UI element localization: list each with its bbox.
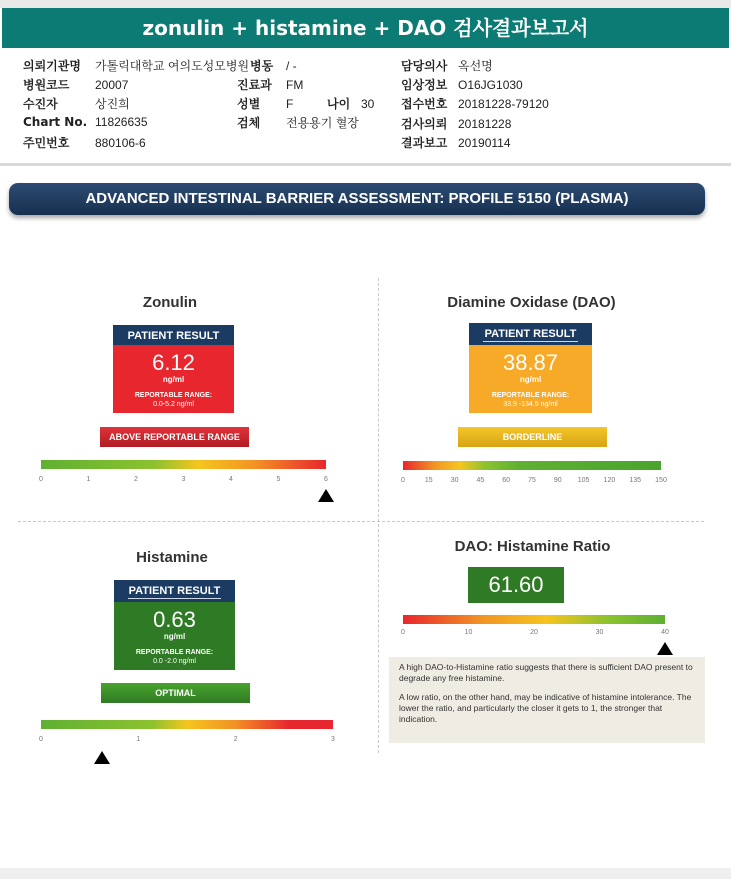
dao-tick-label: 150 xyxy=(655,477,667,484)
info-value: 20007 xyxy=(95,78,129,92)
zonulin-status-badge: ABOVE REPORTABLE RANGE xyxy=(100,427,249,447)
ratio-title: DAO: Histamine Ratio xyxy=(454,538,611,555)
info-value: 옥선명 xyxy=(458,59,493,73)
info-label: 성별 xyxy=(237,97,261,111)
info-label: 병동 xyxy=(250,59,274,73)
ratio-tick-label: 10 xyxy=(464,629,473,636)
zonulin-scale-bar xyxy=(41,460,326,469)
info-label: 병원코드 xyxy=(23,78,70,92)
zonulin-value: 6.12 xyxy=(152,350,195,375)
zonulin-tick-label: 2 xyxy=(134,476,138,483)
zonulin-tick-label: 1 xyxy=(86,476,91,483)
info-value: F xyxy=(286,97,294,111)
histamine-result-box xyxy=(114,602,235,670)
histamine-status-badge: OPTIMAL xyxy=(101,683,250,703)
histamine-scale-bar xyxy=(41,720,333,729)
info-value: / - xyxy=(286,59,297,73)
zonulin-result-box xyxy=(113,345,234,413)
ratio-scale-bar xyxy=(403,615,665,624)
histamine-tick-label: 1 xyxy=(136,736,141,743)
info-label: 검사의뢰 xyxy=(401,117,448,131)
ratio-explanation-note xyxy=(389,657,705,743)
info-label: 검체 xyxy=(237,116,261,130)
info-label: 접수번호 xyxy=(401,97,448,111)
report-title: zonulin + histamine + DAO 검사결과보고서 xyxy=(2,8,729,48)
dao-unit: ng/ml xyxy=(519,375,542,384)
info-clinical xyxy=(401,76,523,93)
zonulin-tick-label: 3 xyxy=(181,476,186,483)
histamine-marker xyxy=(94,751,110,764)
zonulin-range-value: 0.0-5.2 ng/ml xyxy=(153,401,194,408)
info-label: 결과보고 xyxy=(401,136,448,150)
info-value: 전용용기 혈장 xyxy=(286,116,359,130)
zonulin-tick-label: 4 xyxy=(229,476,233,483)
info-value: 880106-6 xyxy=(95,136,146,150)
info-value: 상진희 xyxy=(95,97,130,111)
ratio-tick-label: 30 xyxy=(595,629,604,636)
info-value: 20181228 xyxy=(458,117,512,131)
info-receipt-no xyxy=(401,95,549,112)
zonulin-range-label: REPORTABLE RANGE: xyxy=(134,392,213,399)
dao-tick-label: 0 xyxy=(401,477,405,484)
zonulin-marker xyxy=(318,489,334,502)
info-label: Chart No. xyxy=(23,115,88,129)
info-patient xyxy=(23,95,130,112)
histamine-tick-label: 3 xyxy=(331,736,335,743)
dao-tick-label: 90 xyxy=(553,477,562,484)
dao-result-box xyxy=(469,345,592,413)
ratio-tick-label: 40 xyxy=(661,629,669,636)
ratio-note-paragraph-1: A high DAO-to-Histamine ratio suggests that there is sufficient DAO present to degrade any free histamine. xyxy=(399,662,693,683)
info-value: 30 xyxy=(361,97,375,111)
info-request-date xyxy=(401,115,511,132)
dao-range-value: 33.9 -134.5 ng/ml xyxy=(503,401,558,408)
dao-scale-bar xyxy=(403,461,661,470)
info-value: 20181228-79120 xyxy=(458,97,549,111)
histamine-range-value: 0.0 -2.0 ng/ml xyxy=(153,658,196,665)
info-label: 의뢰기관명 xyxy=(23,59,81,73)
info-value: 가톨릭대학교 여의도성모병원 xyxy=(95,59,250,73)
ratio-tick-label: 20 xyxy=(530,629,538,636)
info-label: 담당의사 xyxy=(401,59,448,73)
ratio-tick-label: 0 xyxy=(401,629,405,636)
ratio-value: 61.60 xyxy=(468,567,564,603)
dao-tick-label: 120 xyxy=(603,477,616,484)
info-value: O16JG1030 xyxy=(458,78,523,92)
zonulin-title: Zonulin xyxy=(142,294,198,311)
info-sex xyxy=(237,95,293,112)
info-age xyxy=(327,95,374,112)
zonulin-result-label-text: PATIENT RESULT xyxy=(127,330,220,342)
dao-tick-label: 75 xyxy=(528,477,536,484)
histamine-unit: ng/ml xyxy=(163,632,186,641)
histamine-result-label-text: PATIENT RESULT xyxy=(128,585,221,597)
dao-tick-label: 30 xyxy=(450,477,459,484)
panel-divider-vertical xyxy=(378,278,379,753)
dao-tick-label: 135 xyxy=(629,477,642,484)
dao-status-badge: BORDERLINE xyxy=(458,427,607,447)
assessment-title: ADVANCED INTESTINAL BARRIER ASSESSMENT: PROFILE 5150 (PLASMA) xyxy=(9,183,705,215)
histamine-result-label xyxy=(114,580,235,602)
info-label: 주민번호 xyxy=(23,136,70,150)
info-label: 진료과 xyxy=(237,78,272,92)
dao-result-label-text: PATIENT RESULT xyxy=(484,328,577,340)
bottom-strip xyxy=(0,868,731,879)
info-value: 11826635 xyxy=(95,115,148,129)
dao-title: Diamine Oxidase (DAO) xyxy=(447,294,616,311)
histamine-range-label: REPORTABLE RANGE: xyxy=(135,649,214,656)
dao-tick-label: 105 xyxy=(577,477,590,484)
histamine-tick-label: 0 xyxy=(39,736,43,743)
dao-tick-label: 15 xyxy=(424,477,433,484)
ratio-note-paragraph-2: A low ratio, on the other hand, may be indicative of histamine intolerance. The lower the ratio, and particularly the closer it gets to 1, the stronger that indication. xyxy=(399,692,692,724)
dao-tick-label: 60 xyxy=(502,477,511,484)
histamine-value: 0.63 xyxy=(153,607,196,632)
info-label: 나이 xyxy=(327,97,351,111)
info-chart-no xyxy=(23,115,148,129)
dao-value: 38.87 xyxy=(502,350,559,375)
dao-range-label: REPORTABLE RANGE: xyxy=(491,392,570,399)
histamine-tick-label: 2 xyxy=(233,736,238,743)
info-doctor xyxy=(401,57,493,74)
zonulin-tick-label: 0 xyxy=(39,476,43,483)
dao-result-label xyxy=(469,323,592,345)
dao-tick-label: 45 xyxy=(476,477,485,484)
info-report-date xyxy=(401,134,511,151)
info-value: FM xyxy=(286,78,304,92)
panel-divider-horizontal xyxy=(18,521,704,522)
histamine-title: Histamine xyxy=(136,549,208,566)
zonulin-tick-label: 5 xyxy=(276,476,281,483)
info-department xyxy=(237,76,303,93)
info-hospital-code xyxy=(23,76,128,93)
info-institution xyxy=(23,57,249,74)
zonulin-tick-label: 6 xyxy=(324,476,328,483)
zonulin-result-label xyxy=(113,325,234,347)
info-resident-no xyxy=(23,134,146,151)
info-label: 수진자 xyxy=(23,97,58,111)
info-value: 20190114 xyxy=(458,136,511,150)
ratio-marker xyxy=(657,642,673,655)
header-divider xyxy=(0,163,731,166)
zonulin-unit: ng/ml xyxy=(162,375,185,384)
info-ward xyxy=(250,57,297,74)
top-strip xyxy=(0,0,731,8)
info-specimen xyxy=(237,114,359,131)
info-label: 임상정보 xyxy=(401,78,448,92)
